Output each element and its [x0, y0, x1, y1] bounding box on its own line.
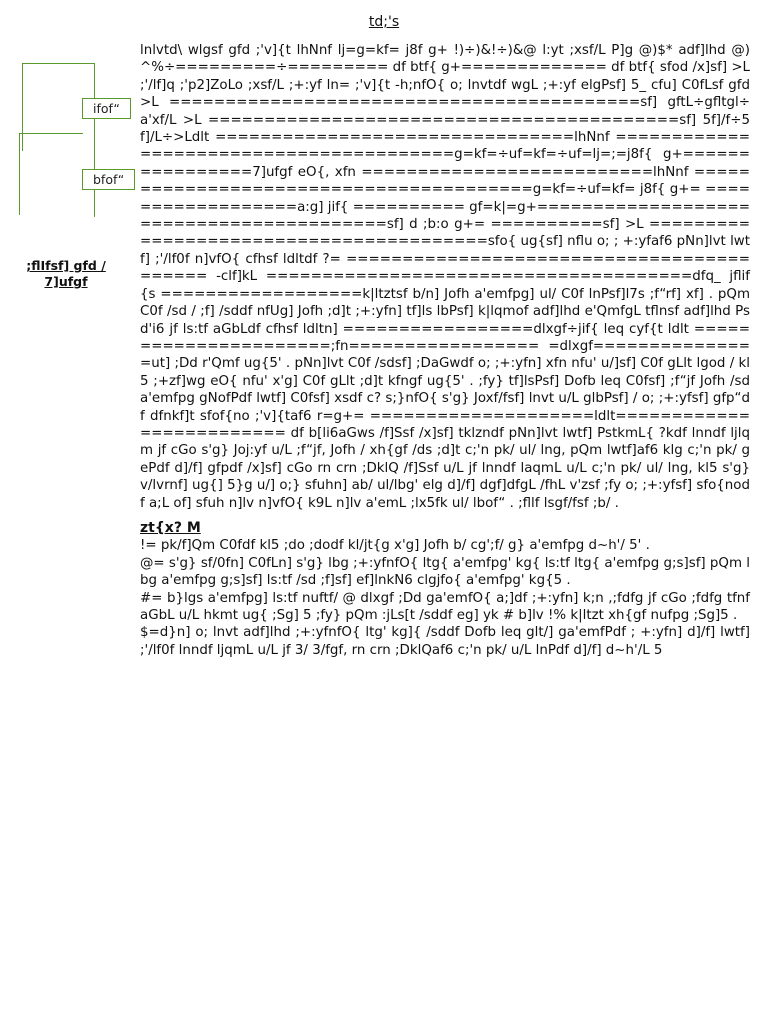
body-paragraph: lnlvtd\ wlgsf gfd ;'v]{t lhNnf lj=g=kf= j8f g+ !)÷)&!÷)&@ l:yt ;xsf/L P]g @)$* adf]lhd @)^%÷=========÷========= df btf{ g+============= df btf{ sfod /x]sf] >L ;'/lf]q ;'p2]ZoLo ;xsf/L ;+:yf ln= ;'v]{t -h;nfO{ o; lnvtdf wgL ;+:yf elgPsf] 5_ cfu] C0fLsf gfd >L ==========================================sf] gftL÷gfltgl÷a'xf/L >L ==========================================sf] 5f]/f÷5f]/L÷>Ldlt ================================lhNnf ========================================g=kf=÷uf=kf=÷uf=lj=;=j8f{ g+================7]ufgf eO{, xfn ==========================lhNnf ========================================g=kf=÷uf=kf= j8f{ g+= ==================a:g] jif{ ========== gf=k|=g+=========================================sf] d ;b:o g+= ==========sf] >L ========================================sfo{ ug{sf] nflu o; ; +:yfaf6 pNn]lvt lwtf] ;'/lf0f n]vfO{ cfhsf ldltdf ?= ========================================== -clf]kL ======================================dfq_ jflif{s ==================k|ltztsf b/n] Jofh a'emfpg] ul/ C0f lnPsf]l7s ;f“rf] xf] . pQm C0f /sd / ;f] /sddf nfUg] Jofh ;d]t ;+:yfn] tf]ls lbPsf] k|lqmof adf]lhd e'QmfgL tflnsf adf]lhd Psd'i6 jf ls:tf aGbLdf cfhsf ldltn] =================dlxgf÷jif{ leq cyf{t ldlt ======================;fn================= =dlxgf===============ut] ;Dd r'Qmf ug{5' . pNn]lvt C0f /sdsf] ;DaGwdf o; ;+:yfn] xfn nfu' u/]sf] C0f gLlt lgod / kl5 ;+zf]wg eO{ nfu' x'g] C0f gLlt ;d]t kfngf ug{5' . ;fy} tf]lsPsf] Dofb leq C0fsf] ;f“jf Jofh /sd a'emfpg gNofPdf lwtf] C0fsf] xsdf c? s;}nfO{ s'g} Joxf/fsf] lnvt u/L glbPsf] / o; ;+:yfsf] gfp“df dfnkf]t sfof{no ;'v]{taf6 r=g+= ====================ldlt========================= df b[li6aGws /f]Ssf /x]sf] tklzndf pNn]lvt lwtf] PstkmL{ ?kdf lnndf ljlqm jf cGo s'g} Joj:yf u/L ;f“jf, Jofh / xh{gf /ds ;d]t c;'n pk/ ul/ lng, pQm lwtf]af6 klg c;'n pk/ gePdf d]/f] gfpdf /x]sf] cGo rn crn ;DklQ /f]Ssf u/L jf lnndf laqmL u/L c;'n pk/ ul/ lng, kl5 s'g} v/lvrnf] ug{] 5}g u/] o;} sfuhn] ab/ ul/lbg' elg d]/f] dgf]dfgL /fhL v'zsf ;fy o; ;+:yfsf] sfo{nodf a;L of] sfuh n]lv n]vfO{ k9L n]lv a'emL ;lx5fk ul/ lbof“ . ;fllf lsgf/fsf ;b/ .: [140, 43, 751, 511]
connector-line: [94, 63, 95, 217]
annotation-tag-left: bfof“: [82, 169, 135, 190]
address-label: ;flIfsf] gfd / 7]ufgf: [26, 258, 106, 289]
page-title: td;'s: [368, 14, 400, 30]
condition-item: @= s'g} sf/0fn] C0fLn] s'g} lbg ;+:yfnfO{ ltg{ a'emfpg' kg{ ls:tf ltg{ a'emfpg g;s]sf] pQm lbg a'emfpg g;s]sf] ls:tf /sd ;f]sf] ef]lnkN6 clgjfo{ a'emfpg' kg{5 .: [140, 555, 750, 589]
connector-line: [19, 133, 83, 134]
annotation-tag-right: ifof“: [82, 98, 131, 119]
connector-line: [22, 63, 94, 64]
condition-item: != pk/f]Qm C0fdf kl5 ;do ;dodf kl/jt{g x'g] Jofh b/ cg';f/ g} a'emfpg d~h'/ 5' .: [140, 538, 650, 554]
connector-line: [22, 63, 23, 151]
condition-item: $=d}n] o; lnvt adf]lhd ;+:yfnfO{ ltg' kg]{ /sddf Dofb leq glt/] ga'emfPdf ; +:yfn] d]/f] lwtf] ;'/lf0f lnndf ljqmL u/L jf 3/ 3/fgf, rn crn ;DklQaf6 c;'n pk/ u/L lnPdf d]/f] d~h'/L 5: [140, 625, 750, 658]
connector-line: [19, 133, 20, 215]
conditions-heading: zt{x? M: [140, 519, 201, 536]
document-body: [140, 42, 750, 659]
condition-item: #= b}lgs a'emfpg] ls:tf nuftf/ @ dlxgf ;Dd ga'emfO{ a;]df ;+:yfn] k;n ,;fdfg jf cGo ;fdfg tfnfaGbL u/L hkmt ug{ ;Sg] 5 ;fy} pQm :jLs[t /sddf eg] yk # b]lv !% k|ltzt xh{gf nufpg ;Sg]5 .: [140, 590, 750, 623]
